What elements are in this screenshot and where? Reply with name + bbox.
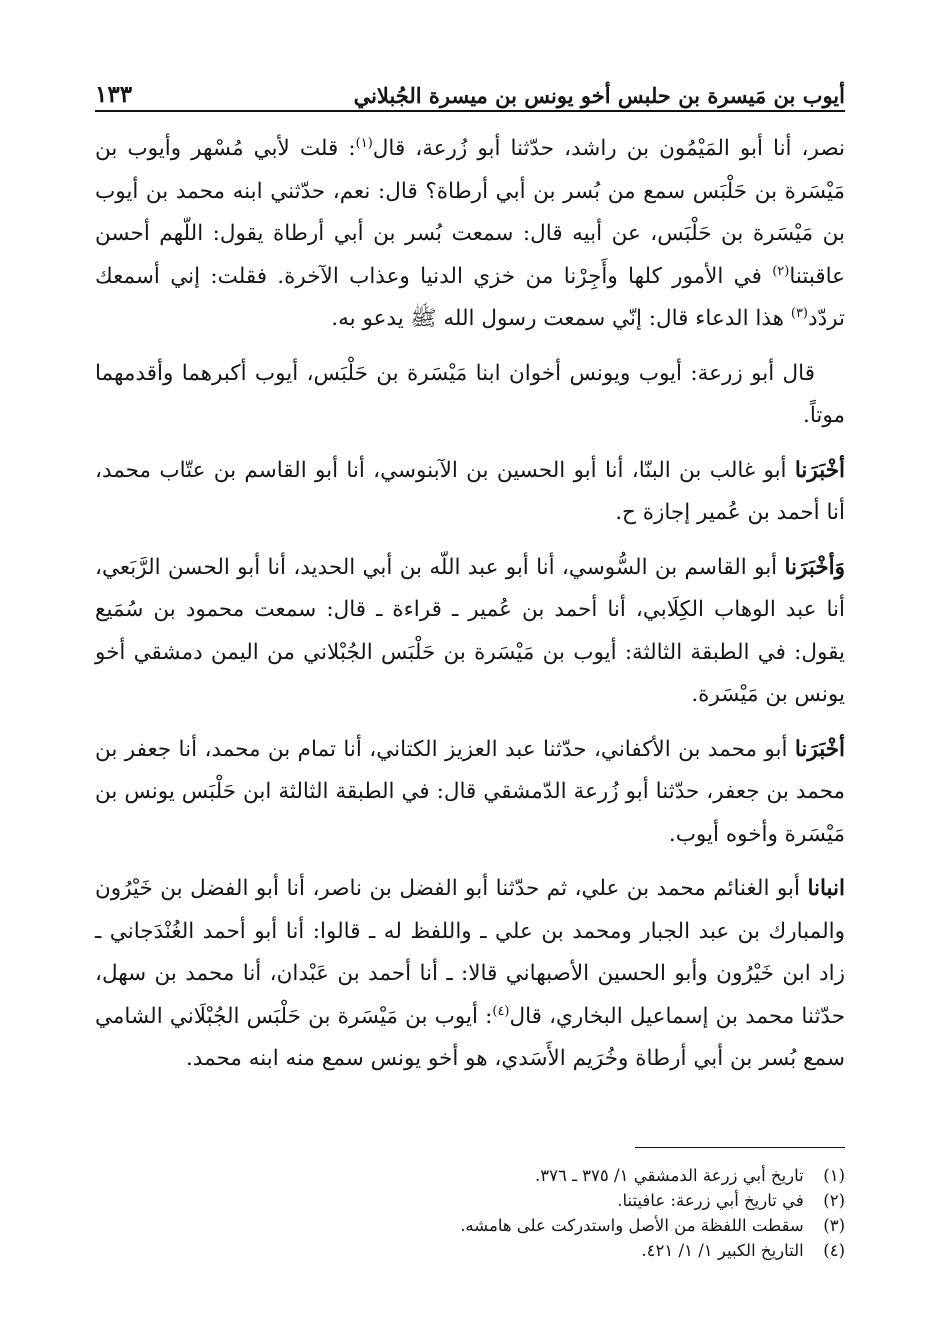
text-segment: في الأمور كلها وأَجِرْنا من خزي الدنيا وعذاب الآخرة. فقلت: إني أسمعك تردّد [95,263,845,331]
main-text [95,128,845,1101]
text-segment: أبو غالب بن البنّا، أنا أبو الحسين بن الآبنوسي، أنا أبو القاسم بن عتّاب محمد، أنا أحمد بن عُمير إجازة ح. [95,457,845,525]
paragraph-3 [95,450,845,535]
footnote-ref-2[interactable]: (٢) [772,263,790,279]
footnote-number: (٤) [823,1241,845,1260]
footnote-text: تاريخ أبي زرعة الدمشقي ١/ ٣٧٥ ـ ٣٧٦. [535,1166,804,1185]
footnote-item [300,1163,845,1188]
paragraph-lead-word: انبانا [807,876,845,901]
text-segment: أبو القاسم بن السُّوسي، أنا أبو عبد اللّه بن أبي الحديد، أنا أبو الحسن الرَّبَعي، أنا عبد الوهاب الكِلَابي، أنا أحمد بن عُمير ـ قراءة ـ قال: سمعت محمود بن سُمَيع يقول: في الطبقة الثالثة: أيوب بن مَيْسَرة بن حَلْبَس الجُبْلاني من اليمن دمشقي أخو يونس بن مَيْسَرة. [95,554,845,707]
footnote-ref-3[interactable]: (٣) [790,305,808,321]
footnote-text: التاريخ الكبير ١/ ١/ ٤٢١. [641,1241,804,1260]
footnote-text: سقطت اللفظة من الأصل واستدركت على هامشه. [460,1216,804,1235]
footnote-rule [635,1147,845,1148]
text-segment: قال أبو زرعة: أيوب ويونس أخوان ابنا مَيْسَرة بن حَلْبَس، أيوب أكبرهما وأقدمهما موتاً. [95,360,845,428]
footnote-ref-1[interactable]: (١) [355,135,373,151]
footnote-item [300,1213,845,1238]
footnote-number: (١) [823,1166,845,1185]
footnotes [300,1163,845,1263]
paragraph-lead-word: وَأخْبَرَنا [784,554,845,580]
footnote-ref-4[interactable]: (٤) [492,1003,510,1019]
text-segment: أبو محمد بن الأكفاني، حدّثنا عبد العزيز الكتاني، أنا تمام بن محمد، أنا جعفر بن محمد بن جعفر، حدّثنا أبو زُرعة الدّمشقي قال: في الطبقة الثالثة ابن حَلْبَس يونس بن مَيْسَرة وأخوه أيوب. [95,736,845,847]
footnote-text: في تاريخ أبي زرعة: عافيتنا. [617,1191,804,1210]
paragraph-4 [95,547,845,717]
running-title: أيوب بن مَيسرة بن حلبس أخو يونس بن ميسرة الجُبلاني [353,83,845,108]
header-rule [95,110,845,112]
paragraph-6 [95,868,845,1081]
text-segment: أبو الغنائم محمد بن علي، ثم حدّثنا أبو الفضل بن ناصر، أنا أبو الفضل بن خَيْرُون والمبارك بن عبد الجبار ومحمد بن علي ـ واللفظ له ـ قالوا: أنا أبو أحمد الغُنْدَجاني ـ زاد ابن خَيْرُون وأبو الحسين الأصبهاني قالا: ـ أنا أحمد بن عَبْدان، أنا محمد بن سهل، حدّثنا محمد بن إسماعيل البخاري، قال [95,876,845,1029]
footnote-item [300,1238,845,1263]
paragraph-1 [95,128,845,341]
paragraph-lead-word: أخْبَرَنا [794,736,845,762]
paragraph-lead-word: أخْبَرَنا [794,457,845,483]
page-number: ١٣٣ [95,81,133,108]
footnote-number: (٣) [823,1216,845,1235]
text-segment: هذا الدعاء قال: إنّي سمعت رسول الله ﷺ يدعو به. [331,306,791,331]
page-header [95,58,845,108]
paragraph-2 [95,353,845,438]
footnote-item [300,1188,845,1213]
text-segment: : قلت لأبي مُسْهر وأيوب بن مَيْسَرة بن حَلْبَس سمع من بُسر بن أبي أرطاة؟ قال: نعم، حدّثني ابنه محمد بن أيوب بن مَيْسَرة بن حَلْبَس، عن أبيه قال: سمعت بُسر بن أبي أرطاة يقول: اللّهم أحسن عاقبتنا [95,136,845,289]
text-segment: : أيوب بن مَيْسَرة بن حَلْبَس الجُبْلَاني الشامي سمع بُسر بن أبي أرطاة وخُرَيم الأَسَدي، هو أخو يونس سمع منه ابنه محمد. [95,1003,845,1071]
footnote-number: (٢) [823,1191,845,1210]
text-segment: نصر، أنا أبو المَيْمُون بن راشد، حدّثنا أبو زُرعة، قال [372,136,845,161]
paragraph-5 [95,729,845,857]
